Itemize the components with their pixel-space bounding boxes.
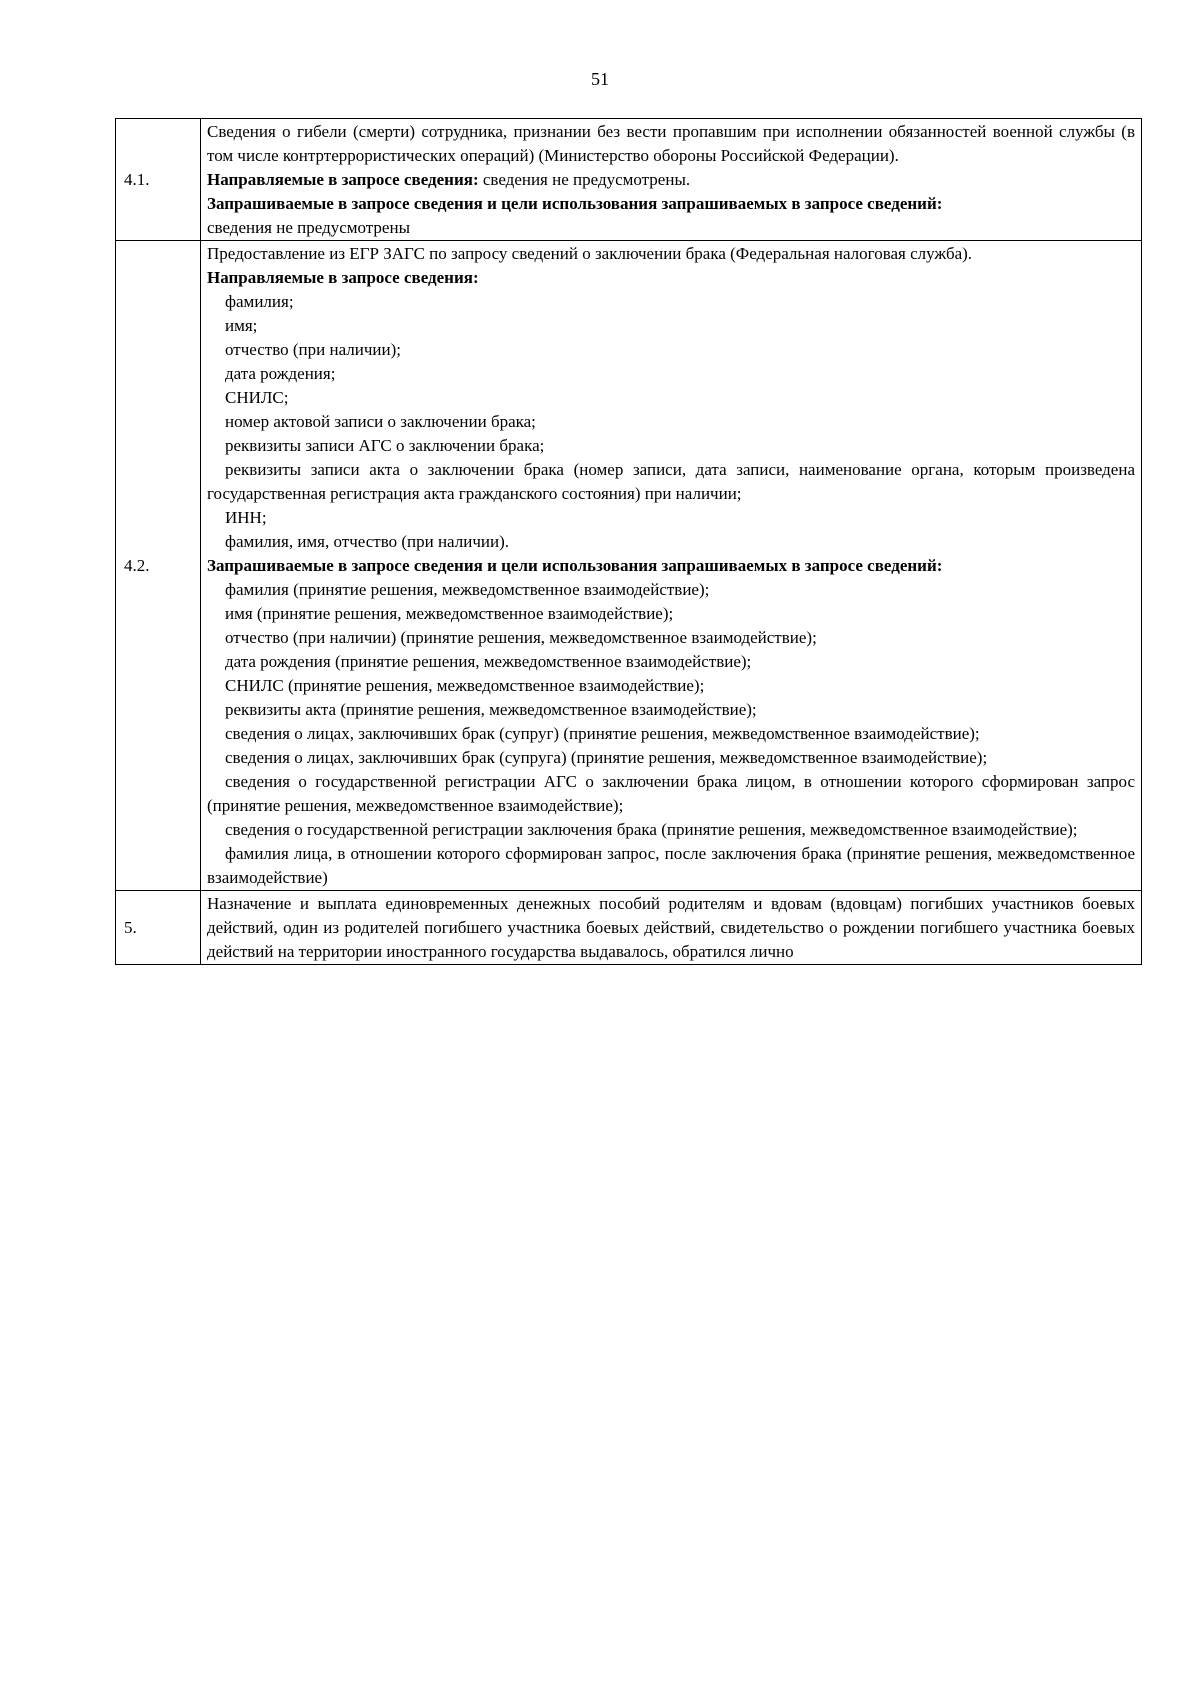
body-text: Назначение и выплата единовременных денежных пособий родителям и вдовам (вдовцам) погибших участников боевых действий, один из родителей погибшего участника боевых действий, свидетельство о рождении погибшего участника боевых действий на территории иностранного государства выдавалось, обратился лично xyxy=(207,894,1135,961)
services-table xyxy=(115,118,1142,965)
body-text: имя (принятие решения, межведомственное взаимодействие); xyxy=(225,604,674,623)
body-text: сведения о государственной регистрации АГС о заключении брака лицом, в отношении которого сформирован запрос (принятие решения, межведомственное взаимодействие); xyxy=(207,772,1135,815)
table-body xyxy=(116,119,1142,965)
list-item xyxy=(207,626,1135,650)
list-item xyxy=(207,386,1135,410)
row-content-cell xyxy=(201,241,1142,891)
list-item xyxy=(207,770,1135,818)
table-row xyxy=(116,241,1142,891)
list-item xyxy=(207,842,1135,890)
list-item xyxy=(207,746,1135,770)
list-item xyxy=(207,290,1135,314)
bold-heading-text: Направляемые в запросе сведения: xyxy=(207,170,479,189)
list-item xyxy=(207,530,1135,554)
list-item xyxy=(207,314,1135,338)
list-item xyxy=(207,578,1135,602)
body-text: сведения о государственной регистрации заключения брака (принятие решения, межведомственное взаимодействие); xyxy=(225,820,1078,839)
body-text: фамилия, имя, отчество (при наличии). xyxy=(225,532,509,551)
list-item xyxy=(207,362,1135,386)
row-content-cell xyxy=(201,891,1142,965)
list-item xyxy=(207,506,1135,530)
body-text: реквизиты записи акта о заключении брака (номер записи, дата записи, наименование органа, которым произведена государственная регистрация акта гражданского состояния) при наличии; xyxy=(207,460,1135,503)
body-text: ИНН; xyxy=(225,508,267,527)
paragraph xyxy=(207,266,1135,290)
body-text: сведения о лицах, заключивших брак (супруг) (принятие решения, межведомственное взаимодействие); xyxy=(225,724,980,743)
list-item xyxy=(207,818,1135,842)
list-item xyxy=(207,698,1135,722)
body-text: сведения о лицах, заключивших брак (супруга) (принятие решения, межведомственное взаимодействие); xyxy=(225,748,988,767)
list-item xyxy=(207,722,1135,746)
body-text: реквизиты записи АГС о заключении брака; xyxy=(225,436,545,455)
list-item xyxy=(207,410,1135,434)
body-text: СНИЛС; xyxy=(225,388,289,407)
body-text: отчество (при наличии) (принятие решения, межведомственное взаимодействие); xyxy=(225,628,817,647)
body-text: дата рождения (принятие решения, межведомственное взаимодействие); xyxy=(225,652,752,671)
list-item xyxy=(207,602,1135,626)
bold-heading-text: Запрашиваемые в запросе сведения и цели использования запрашиваемых в запросе сведений: xyxy=(207,194,943,213)
list-item xyxy=(207,458,1135,506)
paragraph xyxy=(207,554,1135,578)
list-item xyxy=(207,434,1135,458)
body-text: сведения не предусмотрены. xyxy=(478,170,691,189)
body-text: реквизиты акта (принятие решения, межведомственное взаимодействие); xyxy=(225,700,757,719)
row-number-cell: 5. xyxy=(116,891,201,965)
bold-heading-text: Запрашиваемые в запросе сведения и цели использования запрашиваемых в запросе сведений: xyxy=(207,556,943,575)
list-item xyxy=(207,674,1135,698)
paragraph xyxy=(207,168,1135,192)
table-row xyxy=(116,119,1142,241)
body-text: отчество (при наличии); xyxy=(225,340,401,359)
row-content-cell xyxy=(201,119,1142,241)
body-text: фамилия; xyxy=(225,292,294,311)
body-text: фамилия (принятие решения, межведомственное взаимодействие); xyxy=(225,580,710,599)
page-number: 51 xyxy=(591,69,609,89)
body-text: Предоставление из ЕГР ЗАГС по запросу сведений о заключении брака (Федеральная налоговая служба). xyxy=(207,244,973,263)
list-item xyxy=(207,650,1135,674)
body-text: Сведения о гибели (смерти) сотрудника, признании без вести пропавшим при исполнении обязанностей военной службы (в том числе контртеррористических операций) (Министерство обороны Российской Федерации). xyxy=(207,122,1135,165)
paragraph xyxy=(207,892,1135,964)
body-text: фамилия лица, в отношении которого сформирован запрос, после заключения брака (принятие решения, межведомственное взаимодействие) xyxy=(207,844,1135,887)
body-text: СНИЛС (принятие решения, межведомственное взаимодействие); xyxy=(225,676,705,695)
row-number-cell: 4.2. xyxy=(116,241,201,891)
body-text: сведения не предусмотрены xyxy=(207,218,410,237)
table-row xyxy=(116,891,1142,965)
paragraph xyxy=(207,216,1135,240)
paragraph xyxy=(207,120,1135,168)
body-text: номер актовой записи о заключении брака; xyxy=(225,412,536,431)
body-text: дата рождения; xyxy=(225,364,336,383)
list-item xyxy=(207,338,1135,362)
paragraph xyxy=(207,242,1135,266)
row-number-cell: 4.1. xyxy=(116,119,201,241)
paragraph xyxy=(207,192,1135,216)
bold-heading-text: Направляемые в запросе сведения: xyxy=(207,268,479,287)
body-text: имя; xyxy=(225,316,258,335)
